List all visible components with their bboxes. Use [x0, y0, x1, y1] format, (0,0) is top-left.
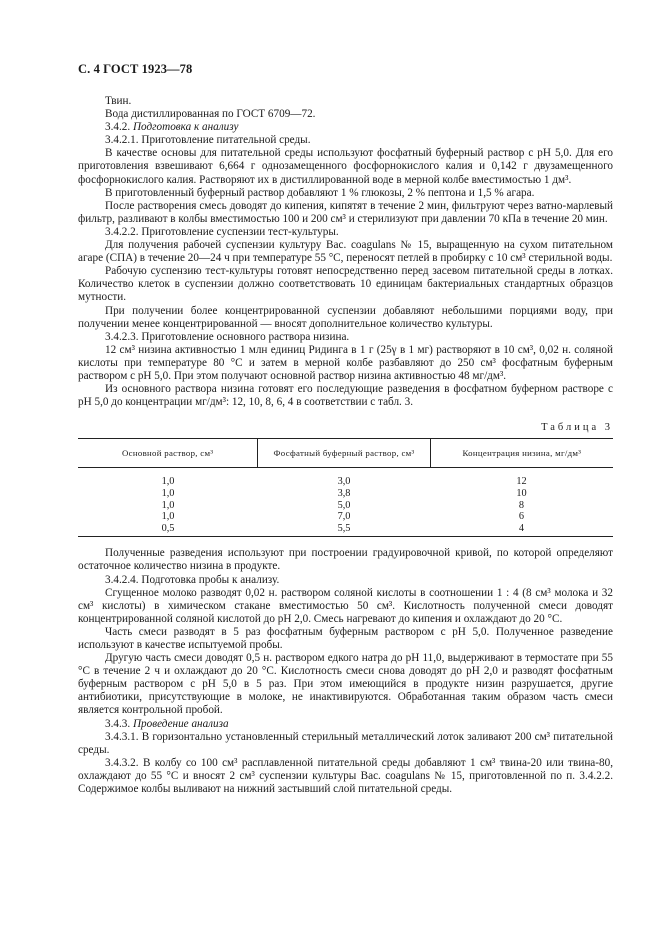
- paragraph: Из основного раствора низина готовят его последующие разведения в фосфатном буферном растворе с pH 5,0 до концентрации мг/дм³: 12, 10, 8, 6, 4 в соответствии с табл. 3.: [78, 383, 613, 409]
- table-cell: 6: [518, 511, 525, 523]
- paragraph: В качестве основы для питательной среды используют фосфатный буферный раствор с pH 5,0. Для его приготовления взвешивают 6,664 г однозамещенного фосфорнокислого калия и 0,142 г двузамещенного фосфорнокислого калия. Растворяют их в дистиллированной воде в мерной колбе вместимостью 1 дм³.: [78, 147, 613, 186]
- table-cell: 3,8: [337, 487, 351, 499]
- paragraph: Полученные разведения используют при построении градуировочной кривой, по которой определяют остаточное количество низина в продукте.: [78, 547, 613, 573]
- section-line: 3.4.2.4. Подготовка пробы к анализу.: [105, 573, 280, 586]
- section-line: Вода дистиллированная по ГОСТ 6709—72.: [105, 108, 316, 121]
- section-title: Проведение анализа: [132, 717, 229, 730]
- table-header-cell: Основной раствор, см³: [122, 447, 214, 458]
- section-title: Подготовка к анализу: [132, 121, 239, 134]
- table-column-main-solution: [78, 476, 258, 534]
- paragraph: Для получения рабочей суспензии культуру Bac. coagulans № 15, выращенную на сухом питательном агаре (СПА) в течение 20—24 ч при температуре 55 °С, переносят петлей в пробирку с 10 см³ стерильной воды.: [78, 239, 613, 265]
- table-column-concentration: [430, 476, 613, 534]
- paragraph: Часть смеси разводят в 5 раз фосфатным буферным раствором с pH 5,0. Полученное разведение используют в качестве испытуемой пробы.: [78, 625, 613, 651]
- document-body: [78, 95, 613, 796]
- table-cell: 3,0: [337, 476, 351, 488]
- section-heading: [78, 121, 613, 134]
- section-line: 3.4.2.2. Приготовление суспензии тест-культуры.: [105, 225, 339, 238]
- table-cell: 1,0: [161, 487, 175, 499]
- table-header-cell: Фосфатный буферный раствор, см³: [257, 439, 429, 467]
- table-cell: 1,0: [161, 476, 175, 488]
- paragraph: Рабочую суспензию тест-культуры готовят непосредственно перед засевом питательной среды в лотках. Количество клеток в суспензии должно соответствовать 10 единицам бактериальных стандартных образцов мутности.: [78, 265, 613, 304]
- table-cell: 1,0: [161, 511, 175, 523]
- paragraph: При получении более концентрированной суспензии добавляют небольшими порциями воду, при получении менее концентрированной — вносят дополнительное количество культуры.: [78, 304, 613, 330]
- section-line: Твин.: [105, 95, 132, 107]
- table-cell: 7,0: [337, 511, 351, 523]
- paragraph: 12 см³ низина активностью 1 млн единиц Ридинга в 1 г (25γ в 1 мг) растворяют в 10 см³, 0,02 н. соляной кислоты при температуре 80 °С и затем в мерной колбе разбавляют до 250 см³ фосфатным буферным раствором с pH 5,0. При этом получают основной раствор низина активностью 48 мг/дм³.: [78, 343, 613, 382]
- section-line: 3.4.2.1. Приготовление питательной среды.: [105, 134, 311, 147]
- section-number: 3.4.2.: [105, 121, 133, 134]
- section-number: 3.4.3.: [105, 717, 133, 730]
- paragraph: Сгущенное молоко разводят 0,02 н. раствором соляной кислоты в соотношении 1 : 4 (8 см³ молока и 32 см³ кислоты) в химическом стакане вместимостью 50 см³. Кислотность полученной смеси доводят концентрированной соляной кислотой до pH 2,0. Смесь нагревают до кипения и охлаждают до 20 °С.: [78, 586, 613, 625]
- table-cell: 4: [518, 522, 525, 534]
- text-section-a: [78, 95, 613, 409]
- table-cell: 5,5: [337, 522, 351, 534]
- table-cell: 1,0: [161, 499, 175, 511]
- table-cell: 0,5: [161, 522, 175, 534]
- paragraph: В приготовленный буферный раствор добавляют 1 % глюкозы, 2 % пептона и 1,5 % агара.: [105, 186, 535, 199]
- table-header-cell: Концентрация низина, мг/дм³: [430, 439, 613, 467]
- data-table: [78, 438, 613, 537]
- paragraph: 3.4.3.1. В горизонтально установленный стерильный металлический лоток заливают 200 см³ питательной среды.: [78, 730, 613, 756]
- paragraph: Другую часть смеси доводят 0,5 н. раствором едкого натра до pH 11,0, выдерживают в термостате при 55 °С в течение 2 ч и охлаждают до 20 °С. Кислотность смеси снова доводят до pH 2,0 и разводят фосфатным буферным раствором с pH 5,0 в 5 раз. При этом имеющийся в продукте низин разрушается, другие антибиотики, присутствующие в молоке, не инактивируются. Обработанная таким образом часть смеси является контрольной пробой.: [78, 652, 613, 717]
- table-cell: 10: [516, 487, 527, 499]
- paragraph: 3.4.3.2. В колбу со 100 см³ расплавленной питательной среды добавляют 1 см³ твина-20 или твина-80, охлаждают до 55 °С и вносят 2 см³ суспензии культуры Bac. coagulans № 15, приготовленной по п. 3.4.2.2. Содержимое колбы выливают на нижний застывший слой питательной среды.: [78, 756, 613, 795]
- table-body: [78, 468, 613, 536]
- text-section-b: [78, 547, 613, 796]
- table-cell: 8: [518, 499, 525, 511]
- section-line: 3.4.2.3. Приготовление основного раствора низина.: [105, 330, 350, 343]
- table-cell: 5,0: [337, 499, 351, 511]
- table-column-buffer: [258, 476, 430, 534]
- section-heading: [78, 718, 613, 731]
- table-header-row: [78, 439, 613, 468]
- table-cell: 12: [516, 476, 527, 488]
- paragraph: После растворения смесь доводят до кипения, кипятят в течение 2 мин, фильтруют через ватно-марлевый фильтр, разливают в колбы вместимостью 100 и 200 см³ и стерилизуют при давлении 70 кПа в течение 20 мин.: [78, 199, 613, 225]
- page-header: С. 4 ГОСТ 1923—78: [78, 62, 193, 76]
- table-caption: Таблица 3: [541, 422, 613, 434]
